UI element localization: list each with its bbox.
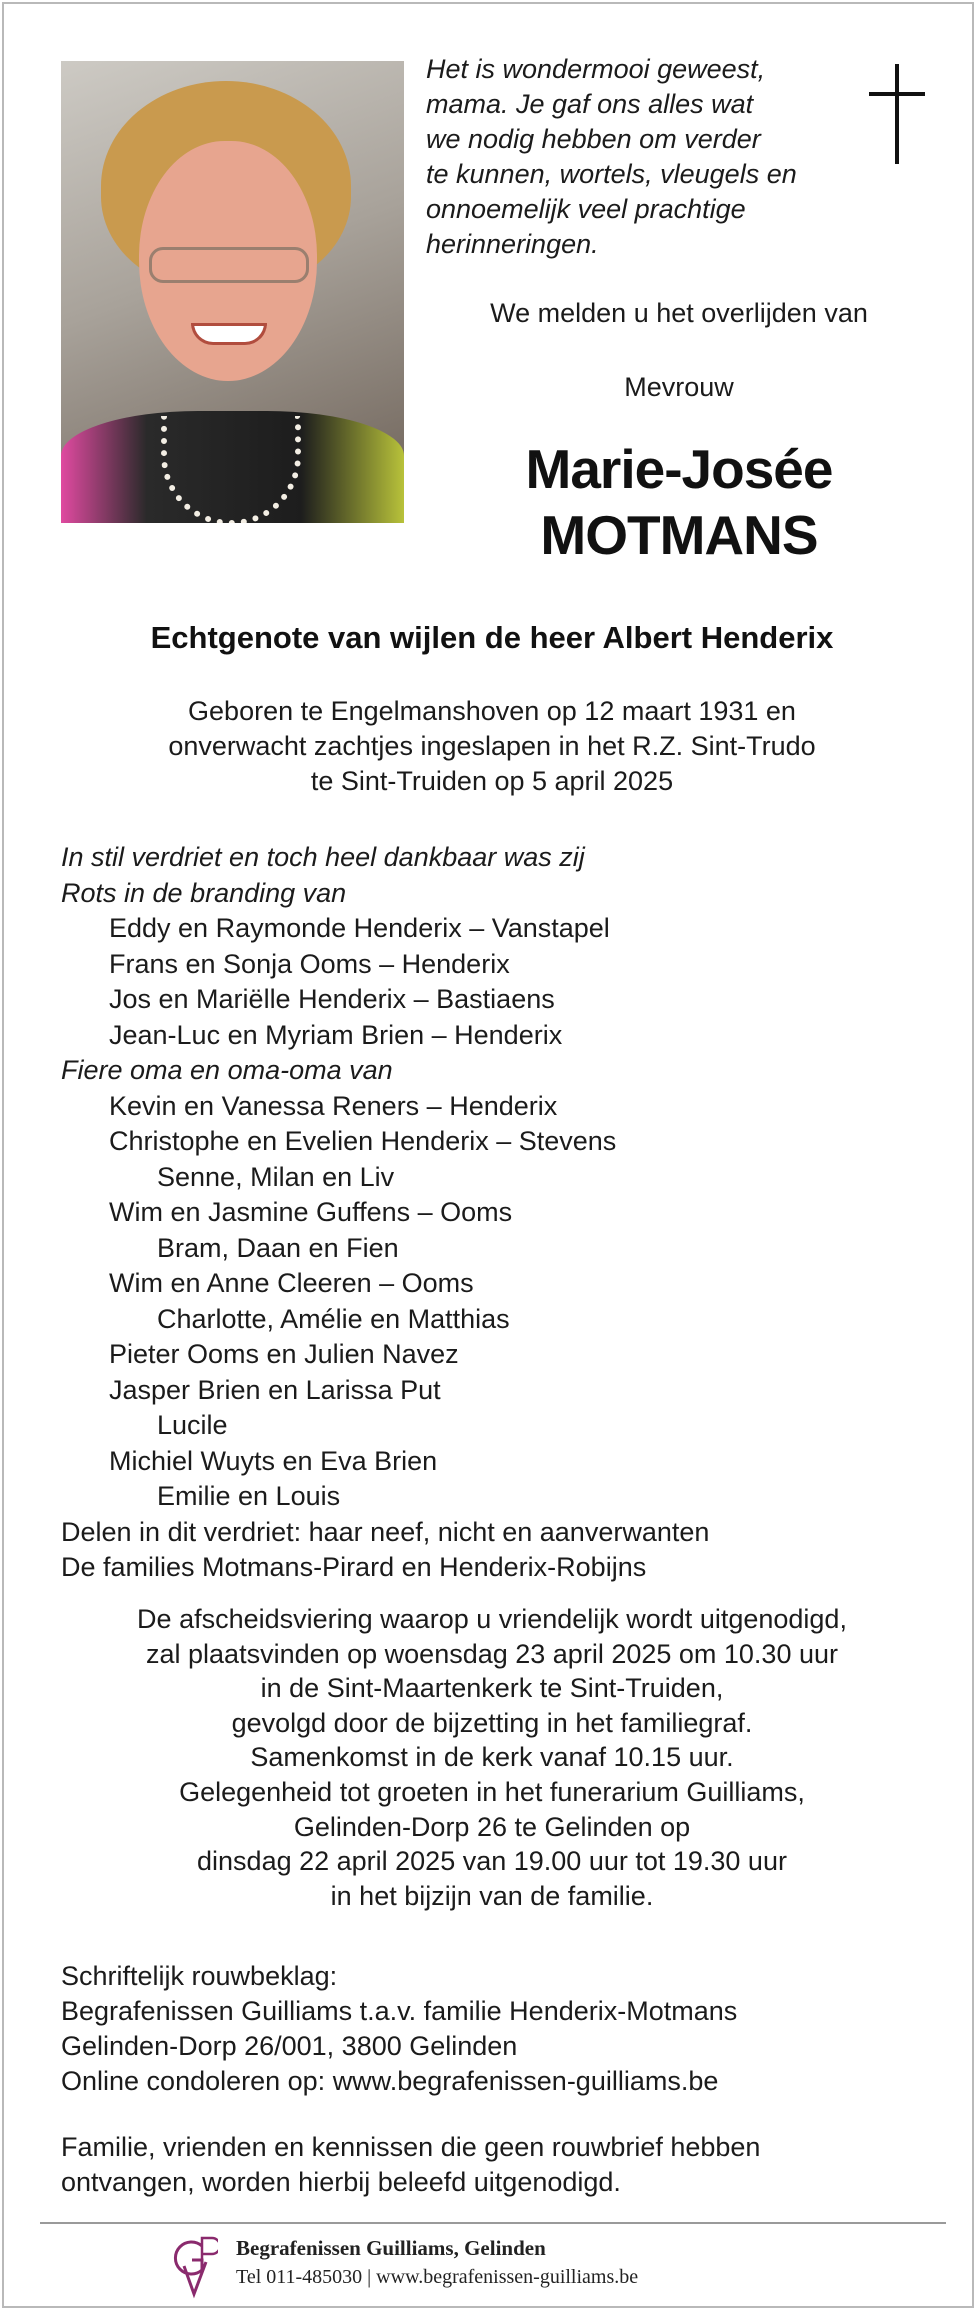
family-heading: Rots in de branding van [61,877,347,908]
quote-line: te kunnen, wortels, vleugels en [426,159,797,189]
list-item: Jasper Brien en Larissa Put [109,1374,441,1405]
family-heading: Fiere oma en oma-oma van [61,1055,393,1085]
invitation-note [61,2130,941,2200]
list-item: Wim en Jasmine Guffens – Ooms [109,1197,513,1227]
glasses-shape [149,247,309,283]
condolence-line: Schriftelijk rouwbeklag: [61,1961,338,1991]
ceremony-line: in de Sint-Maartenkerk te Sint-Truiden, [260,1673,724,1704]
ceremony-line: De afscheidsviering waarop u vriendelijk wordt uitgenodigd, [137,1604,847,1634]
funeral-home-contact: Tel 011-485030 | www.begrafenissen-guilliams.be [236,2266,639,2288]
invite-line: Familie, vrienden en kennissen die geen rouwbrief hebben [61,2132,761,2162]
funeral-home-name: Begrafenissen Guilliams, Gelinden [236,2236,546,2260]
ceremony-line: in het bijzijn van de familie. [330,1880,654,1911]
list-item: Jean-Luc en Myriam Brien – Henderix [109,1019,563,1050]
condolence-line: Online condoleren op: www.begrafenissen-guilliams.be [61,2066,719,2096]
birth-death-info [34,694,950,799]
announcement: We melden u het overlijden van [490,298,868,328]
list-item: Delen in dit verdriet: haar neef, nicht en aanverwanten [61,1516,710,1547]
info-line: te Sint-Truiden op 5 april 2025 [310,766,674,796]
list-item: Bram, Daan en Fien [157,1232,399,1263]
quote-line: herinneringen. [426,229,599,259]
ceremony-line: Gelinden-Dorp 26 te Gelinden op [293,1811,691,1842]
quote-line: we nodig hebben om verder [426,124,761,154]
list-item: Eddy en Raymonde Henderix – Vanstapel [109,913,610,943]
smile-shape [191,323,267,345]
list-item: Wim en Anne Cleeren – Ooms [109,1268,474,1298]
condolence-line: Gelinden-Dorp 26/001, 3800 Gelinden [61,2031,518,2061]
honorific: Mevrouw [624,372,734,402]
memorial-quote [426,52,856,262]
condolence-line: Begrafenissen Guilliams t.a.v. familie Henderix-Motmans [61,1996,738,2026]
first-name: Marie-Josée [525,438,833,500]
list-item: Charlotte, Amélie en Matthias [157,1303,510,1334]
ceremony-line: zal plaatsvinden op woensdag 23 april 2025 om 10.30 uur [146,1638,838,1669]
ceremony-line: Gelegenheid tot groeten in het funerarium Guilliams, [179,1776,805,1807]
family-list [61,840,941,1586]
list-item: De families Motmans-Pirard en Henderix-Robijns [61,1552,647,1582]
info-line: onverwacht zachtjes ingeslapen in het R.Z. Sint-Trudo [168,731,816,761]
list-item: Frans en Sonja Ooms – Henderix [109,948,510,979]
quote-line: onnoemelijk veel prachtige [426,194,746,224]
cross-icon [869,64,925,164]
last-name: MOTMANS [540,504,818,566]
ceremony-info [34,1602,950,1913]
quote-line: Het is wondermooi geweest, [426,54,766,84]
quote-line: mama. Je gaf ons alles wat [426,89,754,119]
list-item: Pieter Ooms en Julien Navez [109,1339,459,1369]
ceremony-line: Samenkomst in de kerk vanaf 10.15 uur. [250,1742,734,1773]
info-line: Geboren te Engelmanshoven op 12 maart 1931 en [188,696,796,726]
family-heading: In stil verdriet en toch heel dankbaar was zij [61,842,585,872]
funeral-home-logo-icon [162,2232,218,2300]
list-item: Jos en Mariëlle Henderix – Bastiaens [109,984,555,1014]
condolence-info [61,1959,941,2099]
list-item: Michiel Wuyts en Eva Brien [109,1445,438,1476]
ceremony-line: gevolgd door de bijzetting in het familiegraf. [231,1707,753,1738]
list-item: Lucile [157,1410,228,1440]
spouse-line: Echtgenote van wijlen de heer Albert Henderix [150,620,834,655]
list-item: Christophe en Evelien Henderix – Stevens [109,1126,617,1156]
portrait-photo [61,61,404,523]
list-item: Senne, Milan en Liv [157,1161,395,1192]
footer-divider [40,2222,946,2224]
invite-line: ontvangen, worden hierbij beleefd uitgenodigd. [61,2167,621,2197]
deceased-name [409,436,949,568]
ceremony-line: dinsdag 22 april 2025 van 19.00 uur tot 19.30 uur [197,1846,787,1877]
death-notice [2,2,974,2308]
list-item: Kevin en Vanessa Reners – Henderix [109,1090,558,1121]
list-item: Emilie en Louis [157,1481,341,1511]
